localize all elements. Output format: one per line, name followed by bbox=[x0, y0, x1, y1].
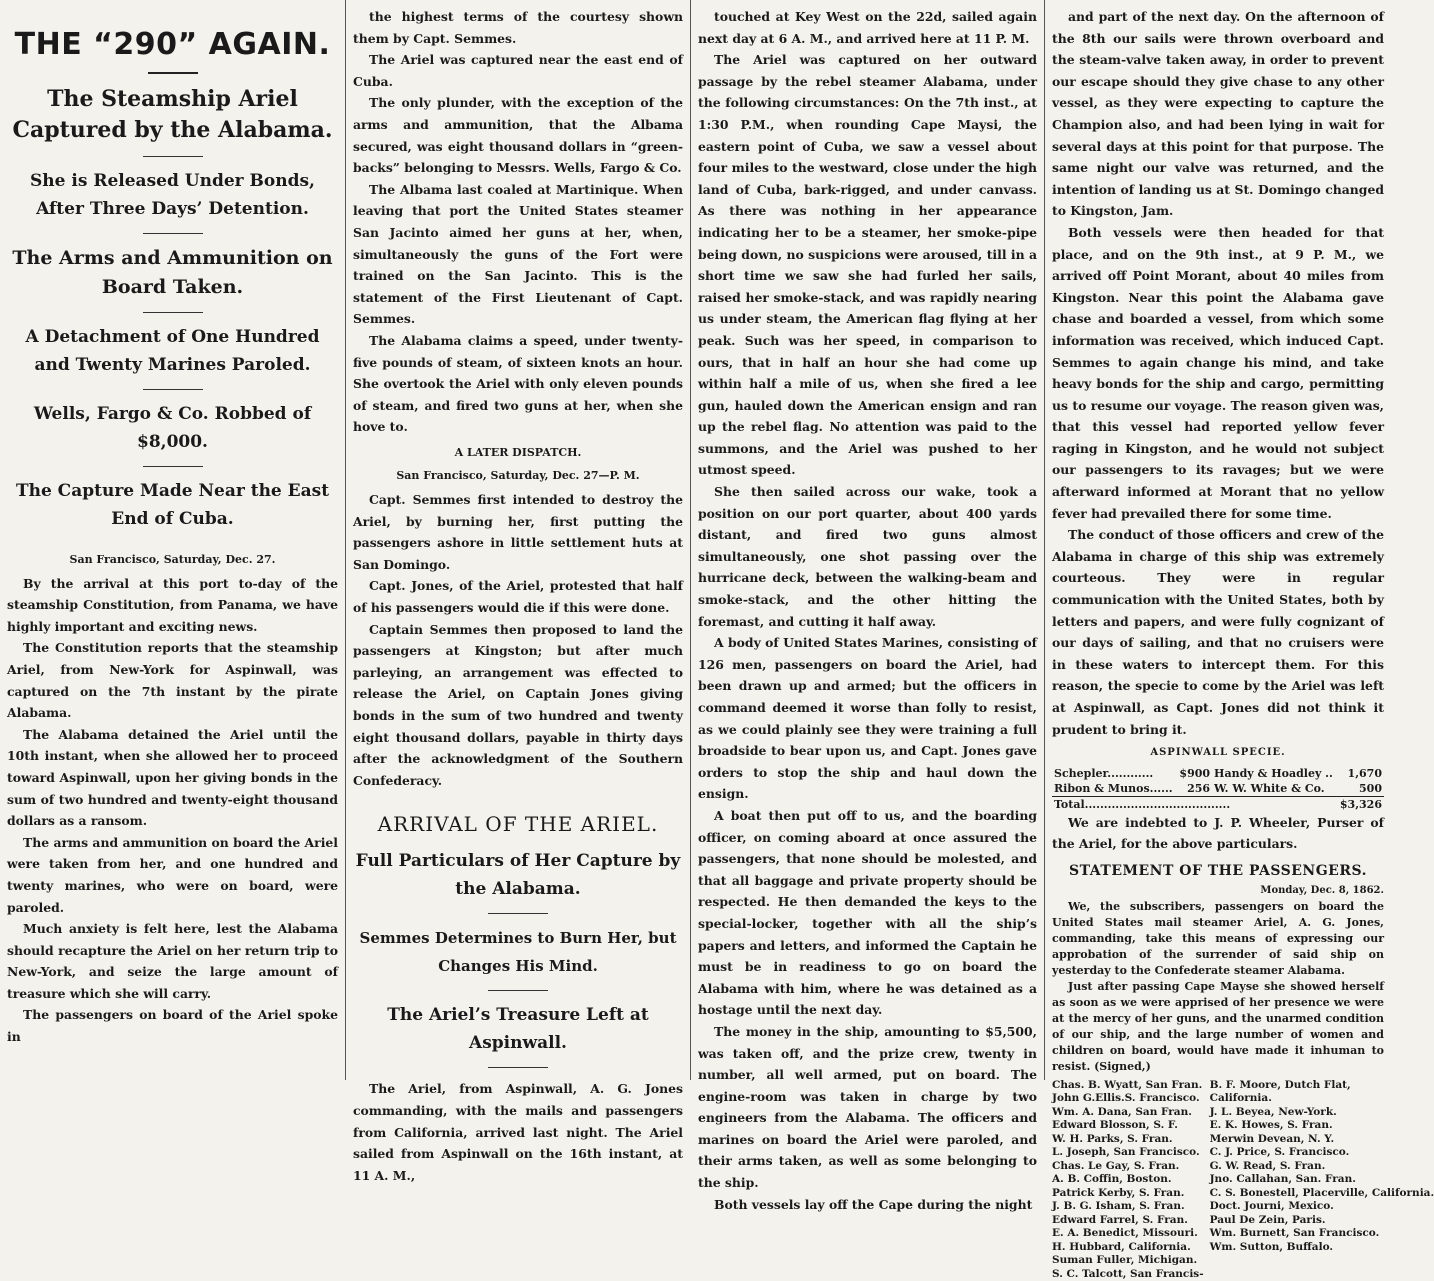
signatory-name: Wm. Burnett, San Francisco. bbox=[1209, 1227, 1380, 1240]
table-row bbox=[1052, 781, 1384, 797]
article-paragraph: Capt. Jones, of the Ariel, protested that half of his passengers would die if this were done. bbox=[353, 578, 683, 616]
total-value: $3,326 bbox=[1337, 796, 1384, 812]
divider bbox=[143, 156, 203, 157]
column-4 bbox=[1045, 0, 1434, 1280]
signatories-list bbox=[1052, 1078, 1434, 1281]
article-paragraph: the highest terms of the courtesy shown them by Capt. Semmes. bbox=[353, 9, 683, 46]
signatory-name: John G.Ellis.S. Francisco. bbox=[1052, 1092, 1200, 1105]
headline-released: She is Released Under Bonds, After Three Days’ Detention. bbox=[30, 171, 315, 219]
table-cell: Handy & Hoadley .. bbox=[1214, 766, 1333, 780]
signatory-name: Paul De Zein, Paris. bbox=[1209, 1213, 1326, 1226]
article-paragraph: We, the subscribers, passengers on board the United States mail steamer Ariel, A. G. Jones, commanding, take this means of expressing our approbation of the surrender of said ship on yesterday to the Confederate steamer Alabama. bbox=[1052, 899, 1384, 977]
article-paragraph: and part of the next day. On the afternoon of the 8th our sails were thrown overboard and the steam-valve taken away, in order to prevent our escape should they give chase to any other vessel, as they were expecting to capture the Champion also, and had been lying in wait for several days at this point for that purpose. The same night our valve was returned, and the intention of landing us at St. Domingo changed to Kingston, Jam. bbox=[1052, 9, 1384, 219]
article-paragraph: The conduct of those officers and crew of the Alabama in charge of this ship was extremely courteous. They were in regular communication with the United States, both by letters and papers, and were fully cognizant of our days of sailing, and that no cruisers were in these waters to intercept them. For this reason, the specie to come by the Ariel was left at Aspinwall, as Capt. Jones did not think it prudent to bring it. bbox=[1052, 527, 1384, 737]
article-paragraph: Captain Semmes then proposed to land the passengers at Kingston; but after much parleying, an arrangement was effected to release the Ariel, on Captain Jones giving bonds in the sum of two hundred and twenty eight thousand dollars, payable in thirty days after the acknowledgment of the Southern Confederacy. bbox=[353, 621, 683, 788]
article-paragraph: Capt. Semmes first intended to destroy the Ariel, by burning her, first putting the passengers ashore in little settlement huts at San Domingo. bbox=[353, 492, 683, 572]
signatory-name: Edward Blosson, S. F. bbox=[1052, 1119, 1178, 1132]
divider bbox=[143, 466, 203, 467]
article-paragraph: A boat then put off to us, and the boarding officer, on coming aboard at once assured the passengers, that none should be molested, and that all baggage and private property should be respected. He then demanded the keys to the special-locker, together with all the ship’s papers and letters, and informed the Captain he must be in readiness to go on board the Alabama with him, where he was detained as a hostage until the next day. bbox=[698, 807, 1037, 1018]
specie-heading: ASPINWALL SPECIE. bbox=[1150, 747, 1286, 759]
signatory-name: Patrick Kerby, S. Fran. bbox=[1052, 1186, 1185, 1199]
table-cell: Ribon & Munos...... bbox=[1054, 781, 1173, 795]
total-label: Total...................................... bbox=[1052, 796, 1337, 812]
main-headline: THE “290” AGAIN. bbox=[14, 27, 331, 62]
article-paragraph: A body of United States Marines, consisting of 126 men, passengers on board the Ariel, had been drawn up and armed; but the officers in command deemed it worse than folly to resist, as we could plainly see they were training a full broadside to bear upon us, and Capt. Jones gave orders to stop the ship and haul down the ensign. bbox=[698, 635, 1037, 802]
article-paragraph: The Ariel was captured near the east end of Cuba. bbox=[353, 52, 683, 89]
statement-date: Monday, Dec. 8, 1862. bbox=[1260, 884, 1384, 896]
headline-arms: The Arms and Ammunition on Board Taken. bbox=[12, 247, 333, 298]
headline-treasure: The Ariel’s Treasure Left at Aspinwall. bbox=[387, 1005, 649, 1054]
signatory-name: L. Joseph, San Francisco. bbox=[1052, 1146, 1200, 1159]
dateline: San Francisco, Saturday, Dec. 27—P. M. bbox=[396, 469, 640, 483]
signatory-name: Suman Fuller, Michigan. bbox=[1052, 1254, 1198, 1267]
later-dispatch-heading: A LATER DISPATCH. bbox=[454, 445, 582, 459]
signatory-name: C. J. Price, S. Francisco. bbox=[1209, 1146, 1350, 1159]
article-paragraph: The Albama last coaled at Martinique. When leaving that port the United States steamer San Jacinto aimed her guns at her, when, simultaneously the guns of the Fort were trained on the San Jacinto. This is the statement of the First Lieutenant of Capt. Semmes. bbox=[353, 181, 683, 327]
article-paragraph: The passengers on board of the Ariel spoke in bbox=[7, 1007, 338, 1045]
column-1 bbox=[0, 0, 345, 1080]
table-cell: 256 bbox=[1187, 781, 1211, 795]
article-paragraph: The money in the ship, amounting to $5,500, was taken off, and the prize crew, twenty in number, all well armed, put on board. The engine-room was taken in charge by two engineers from the Alabama. The officers and marines on board the Ariel were paroled, and their arms taken, as well as some belonging to the ship. bbox=[698, 1023, 1037, 1191]
divider bbox=[143, 233, 203, 234]
signatory-name: Wm. A. Dana, San Fran. bbox=[1052, 1105, 1192, 1118]
column-2 bbox=[346, 0, 690, 1183]
signatory-name: E. K. Howes, S. Fran. bbox=[1209, 1119, 1333, 1132]
signatories-left bbox=[1052, 1079, 1204, 1281]
signatory-name: G. W. Read, S. Fran. bbox=[1209, 1159, 1326, 1172]
signatory-name: C. S. Bonestell, Placerville, California. bbox=[1209, 1186, 1434, 1199]
specie-table bbox=[1052, 766, 1384, 812]
article-paragraph: The Constitution reports that the steamship Ariel, from New-York for Aspinwall, was captured on the 7th instant by the pirate Alabama. bbox=[7, 640, 338, 721]
article-paragraph: The Alabama claims a speed, under twenty-five pounds of steam, of sixteen knots an hour. She overtook the Ariel with only eleven pounds of steam, and fired two guns at her, when she hove to. bbox=[353, 332, 683, 435]
article-paragraph: The arms and ammunition on board the Ariel were taken from her, and one hundred and twenty marines, who were on board, were paroled. bbox=[7, 834, 338, 915]
signatory-name: Edward Farrel, S. Fran. bbox=[1052, 1213, 1188, 1226]
signatory-name: H. Hubbard, California. bbox=[1052, 1240, 1191, 1253]
signatory-name: A. B. Coffin, Boston. bbox=[1052, 1173, 1172, 1186]
signatory-name: E. A. Benedict, Missouri. bbox=[1052, 1227, 1198, 1240]
article-paragraph: Much anxiety is felt here, lest the Alabama should recapture the Ariel on her return trip to New-York, and seize the large amount of treasure which she will carry. bbox=[7, 921, 338, 1001]
article-paragraph: Just after passing Cape Mayse she showed herself as soon as we were apprised of her presence we were at the mercy of her guns, and the unarmed condition of our ship, and the large number of women and children on board, would have made it inhuman to resist. (Signed,) bbox=[1052, 979, 1384, 1073]
signatory-name: Doct. Journi, Mexico. bbox=[1209, 1200, 1334, 1213]
divider bbox=[143, 389, 203, 390]
table-cell: W. W. White & Co. bbox=[1214, 781, 1325, 795]
table-cell: 1,670 bbox=[1347, 766, 1382, 780]
table-cell: $900 bbox=[1179, 766, 1211, 780]
signatory-name: Wm. Sutton, Buffalo. bbox=[1209, 1240, 1334, 1253]
signatory-name: B. F. Moore, Dutch Flat, bbox=[1209, 1078, 1351, 1091]
article-paragraph: Both vessels lay off the Cape during the night bbox=[714, 1196, 1033, 1212]
signatories-right bbox=[1210, 1079, 1434, 1281]
headline-semmes: Semmes Determines to Burn Her, but Changes His Mind. bbox=[359, 929, 677, 976]
table-row bbox=[1052, 766, 1384, 781]
article-paragraph: touched at Key West on the 22d, sailed again next day at 6 A. M., and arrived here at 11 P. M. bbox=[698, 9, 1037, 46]
signatory-name: J. B. G. Isham, S. Fran. bbox=[1052, 1200, 1185, 1213]
article-paragraph: The Ariel was captured on her outward passage by the rebel steamer Alabama, under the following circumstances: On the 7th inst., at 1:30 P.M., when rounding Cape Maysi, the eastern point of Cuba, we saw a vessel about four miles to the westward, close under the high land of Cuba, bark-rigged, and under canvass. As there was nothing in her appearance indicating her to be a steamer, her smoke-pipe being down, no suspicions were aroused, till in a short time we saw she had furled her sails, raised her smoke-stack, and was rapidly nearing us under steam, the American flag flying at her peak. Such was her speed, in comparison to ours, that in half an hour she had come up within half a mile of us, when she fired a lee gun, hauled down the American ensign and ran up the rebel flag. No attention was paid to the summons, and the Ariel was pushed to her utmost speed. bbox=[698, 52, 1037, 478]
article-paragraph: By the arrival at this port to-day of the steamship Constitution, from Panama, we have highly important and exciting news. bbox=[7, 575, 338, 634]
signatory-name: W. H. Parks, S. Fran. bbox=[1052, 1132, 1173, 1145]
article-paragraph: The Ariel, from Aspinwall, A. G. Jones commanding, with the mails and passengers from California, arrived last night. The Ariel sailed from Aspinwall on the 16th instant, at 11 A. M., bbox=[353, 1081, 683, 1183]
headline-captured: The Steamship Ariel Captured by the Alabama. bbox=[12, 86, 333, 143]
signatory-name: Jno. Callahan, San. Fran. bbox=[1209, 1173, 1356, 1186]
signatory-name: S. C. Talcott, San Francis- bbox=[1052, 1267, 1204, 1280]
signatory-name: Chas. B. Wyatt, San Fran. bbox=[1052, 1078, 1203, 1091]
table-cell: 500 bbox=[1359, 781, 1382, 795]
divider bbox=[488, 990, 548, 991]
headline-wells-fargo: Wells, Fargo & Co. Robbed of $8,000. bbox=[33, 404, 312, 452]
article-paragraph: We are indebted to J. P. Wheeler, Purser of the Ariel, for the above particulars. bbox=[1052, 814, 1384, 852]
headline-capture-cuba: The Capture Made Near the East End of Cuba. bbox=[15, 481, 330, 529]
divider bbox=[143, 312, 203, 313]
signatory-name: Chas. Le Gay, S. Fran. bbox=[1052, 1159, 1180, 1172]
headline-arrival: ARRIVAL OF THE ARIEL. bbox=[377, 812, 659, 837]
article-paragraph: The only plunder, with the exception of the arms and ammunition, that the Albama secured, was eight thousand dollars in “green-backs” belonging to Messrs. Wells, Fargo & Co. bbox=[353, 95, 683, 176]
column-3 bbox=[691, 0, 1044, 1212]
signatory-name: J. L. Beyea, New-York. bbox=[1209, 1105, 1337, 1118]
divider bbox=[488, 913, 548, 914]
signatory-name: California. bbox=[1209, 1092, 1272, 1105]
headline-marines: A Detachment of One Hundred and Twenty Marines Paroled. bbox=[25, 327, 320, 375]
article-paragraph: Both vessels were then headed for that place, and on the 9th inst., at 9 P. M., we arrived off Point Morant, about 40 miles from Kingston. Near this point the Alabama gave chase and boarded a vessel, from which some information was received, which induced Capt. Semmes to again change his mind, and take heavy bonds for the ship and cargo, permitting us to resume our voyage. The reason given was, that this vessel had reported yellow fever raging in Kingston, and he would not subject our passengers to its ravages; but we were afterward informed at Morant that no yellow fever had prevailed there for some time. bbox=[1052, 224, 1384, 521]
signatory-name: Merwin Devean, N. Y. bbox=[1209, 1132, 1335, 1145]
dateline: San Francisco, Saturday, Dec. 27. bbox=[69, 553, 276, 566]
statement-heading: STATEMENT OF THE PASSENGERS. bbox=[1069, 862, 1367, 879]
article-paragraph: The Alabama detained the Ariel until the 10th instant, when she allowed her to proceed toward Aspinwall, upon her giving bonds in the sum of two hundred and twenty-eight thousand dollars as a ransom. bbox=[7, 726, 338, 829]
table-cell: Schepler............ bbox=[1054, 766, 1154, 780]
divider bbox=[148, 72, 198, 74]
table-row-total bbox=[1052, 796, 1384, 812]
article-paragraph: She then sailed across our wake, took a position on our port quarter, about 400 yards distant, and fired two guns almost simultaneously, one shot passing over the hurricane deck, between the walking-beam and smoke-stack, and the other hitting the foremast, and cutting it half away. bbox=[698, 484, 1037, 629]
divider bbox=[488, 1067, 548, 1068]
headline-full-particulars: Full Particulars of Her Capture by the Alabama. bbox=[355, 851, 681, 900]
